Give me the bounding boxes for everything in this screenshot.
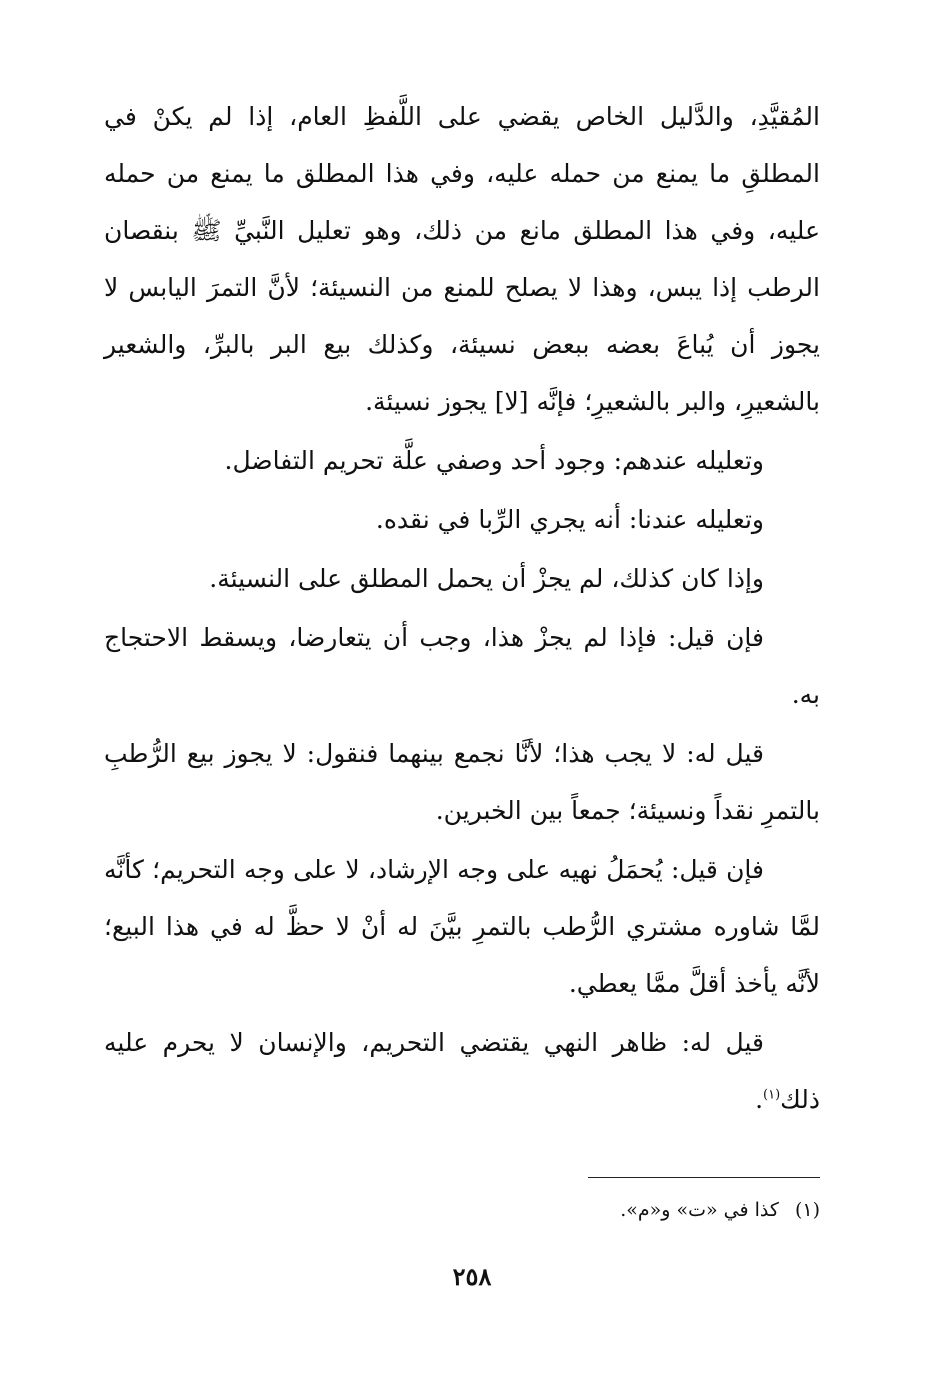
footnote-number: (١) (794, 1199, 820, 1221)
paragraph-6: قيل له: لا يجب هذا؛ لأنَّا نجمع بينهما فنقول: لا يجوز بيع الرُّطبِ بالتمرِ نقداً ونسيئة؛ جمعاً بين الخبرين. (104, 739, 820, 825)
paragraph-4: وإذا كان كذلك، لم يجزْ أن يحمل المطلق على النسيئة. (209, 564, 764, 593)
page-number: ٢٥٨ (452, 1262, 492, 1291)
paragraph-8-text: قيل له: ظاهر النهي يقتضي التحريم، والإنسان لا يحرم عليه ذلك (104, 1028, 820, 1114)
paragraph-5: فإن قيل: فإذا لم يجزْ هذا، وجب أن يتعارضا، ويسقط الاحتجاج به. (104, 623, 820, 709)
paragraph-7: فإن قيل: يُحمَلُ نهيه على وجه الإرشاد، لا على وجه التحريم؛ كأنَّه لمَّا شاوره مشتري الرُّطب بالتمرِ بيَّنَ له أنْ لا حظَّ له في هذا البيع؛ لأنَّه يأخذ أقلَّ ممَّا يعطي. (104, 855, 820, 998)
footnote-reference[interactable]: (١) (763, 1087, 781, 1103)
footnote-text: كذا في «ت» و«م». (620, 1199, 779, 1221)
paragraph-1: المُقيَّدِ، والدَّليل الخاص يقضي على اللَّفظِ العام، إذا لم يكنْ في المطلقِ ما يمنع من حمله عليه، وفي هذا المطلق ما يمنع من حمله عليه، وفي هذا المطلق مانع من ذلك، وهو تعليل النَّبيِّ ﷺ بنقصان الرطب إذا يبس، وهذا لا يصلح للمنع من النسيئة؛ لأنَّ التمرَ اليابس لا يجوز أن يُباعَ بعضه ببعض نسيئة، وكذلك بيع البر بالبرِّ، والشعير بالشعيرِ، والبر بالشعيرِ؛ فإنَّه [لا] يجوز نسيئة. (104, 102, 820, 416)
paragraph-8-end: . (755, 1085, 764, 1114)
paragraph-8 (104, 1014, 820, 1128)
footnote (320, 1194, 820, 1226)
page-body (104, 88, 820, 1128)
paragraph-2: وتعليله عندهم: وجود أحد وصفي علَّة تحريم التفاضل. (224, 446, 764, 475)
footnote-separator (588, 1177, 820, 1178)
paragraph-3: وتعليله عندنا: أنه يجري الرِّبا في نقده. (375, 505, 764, 534)
